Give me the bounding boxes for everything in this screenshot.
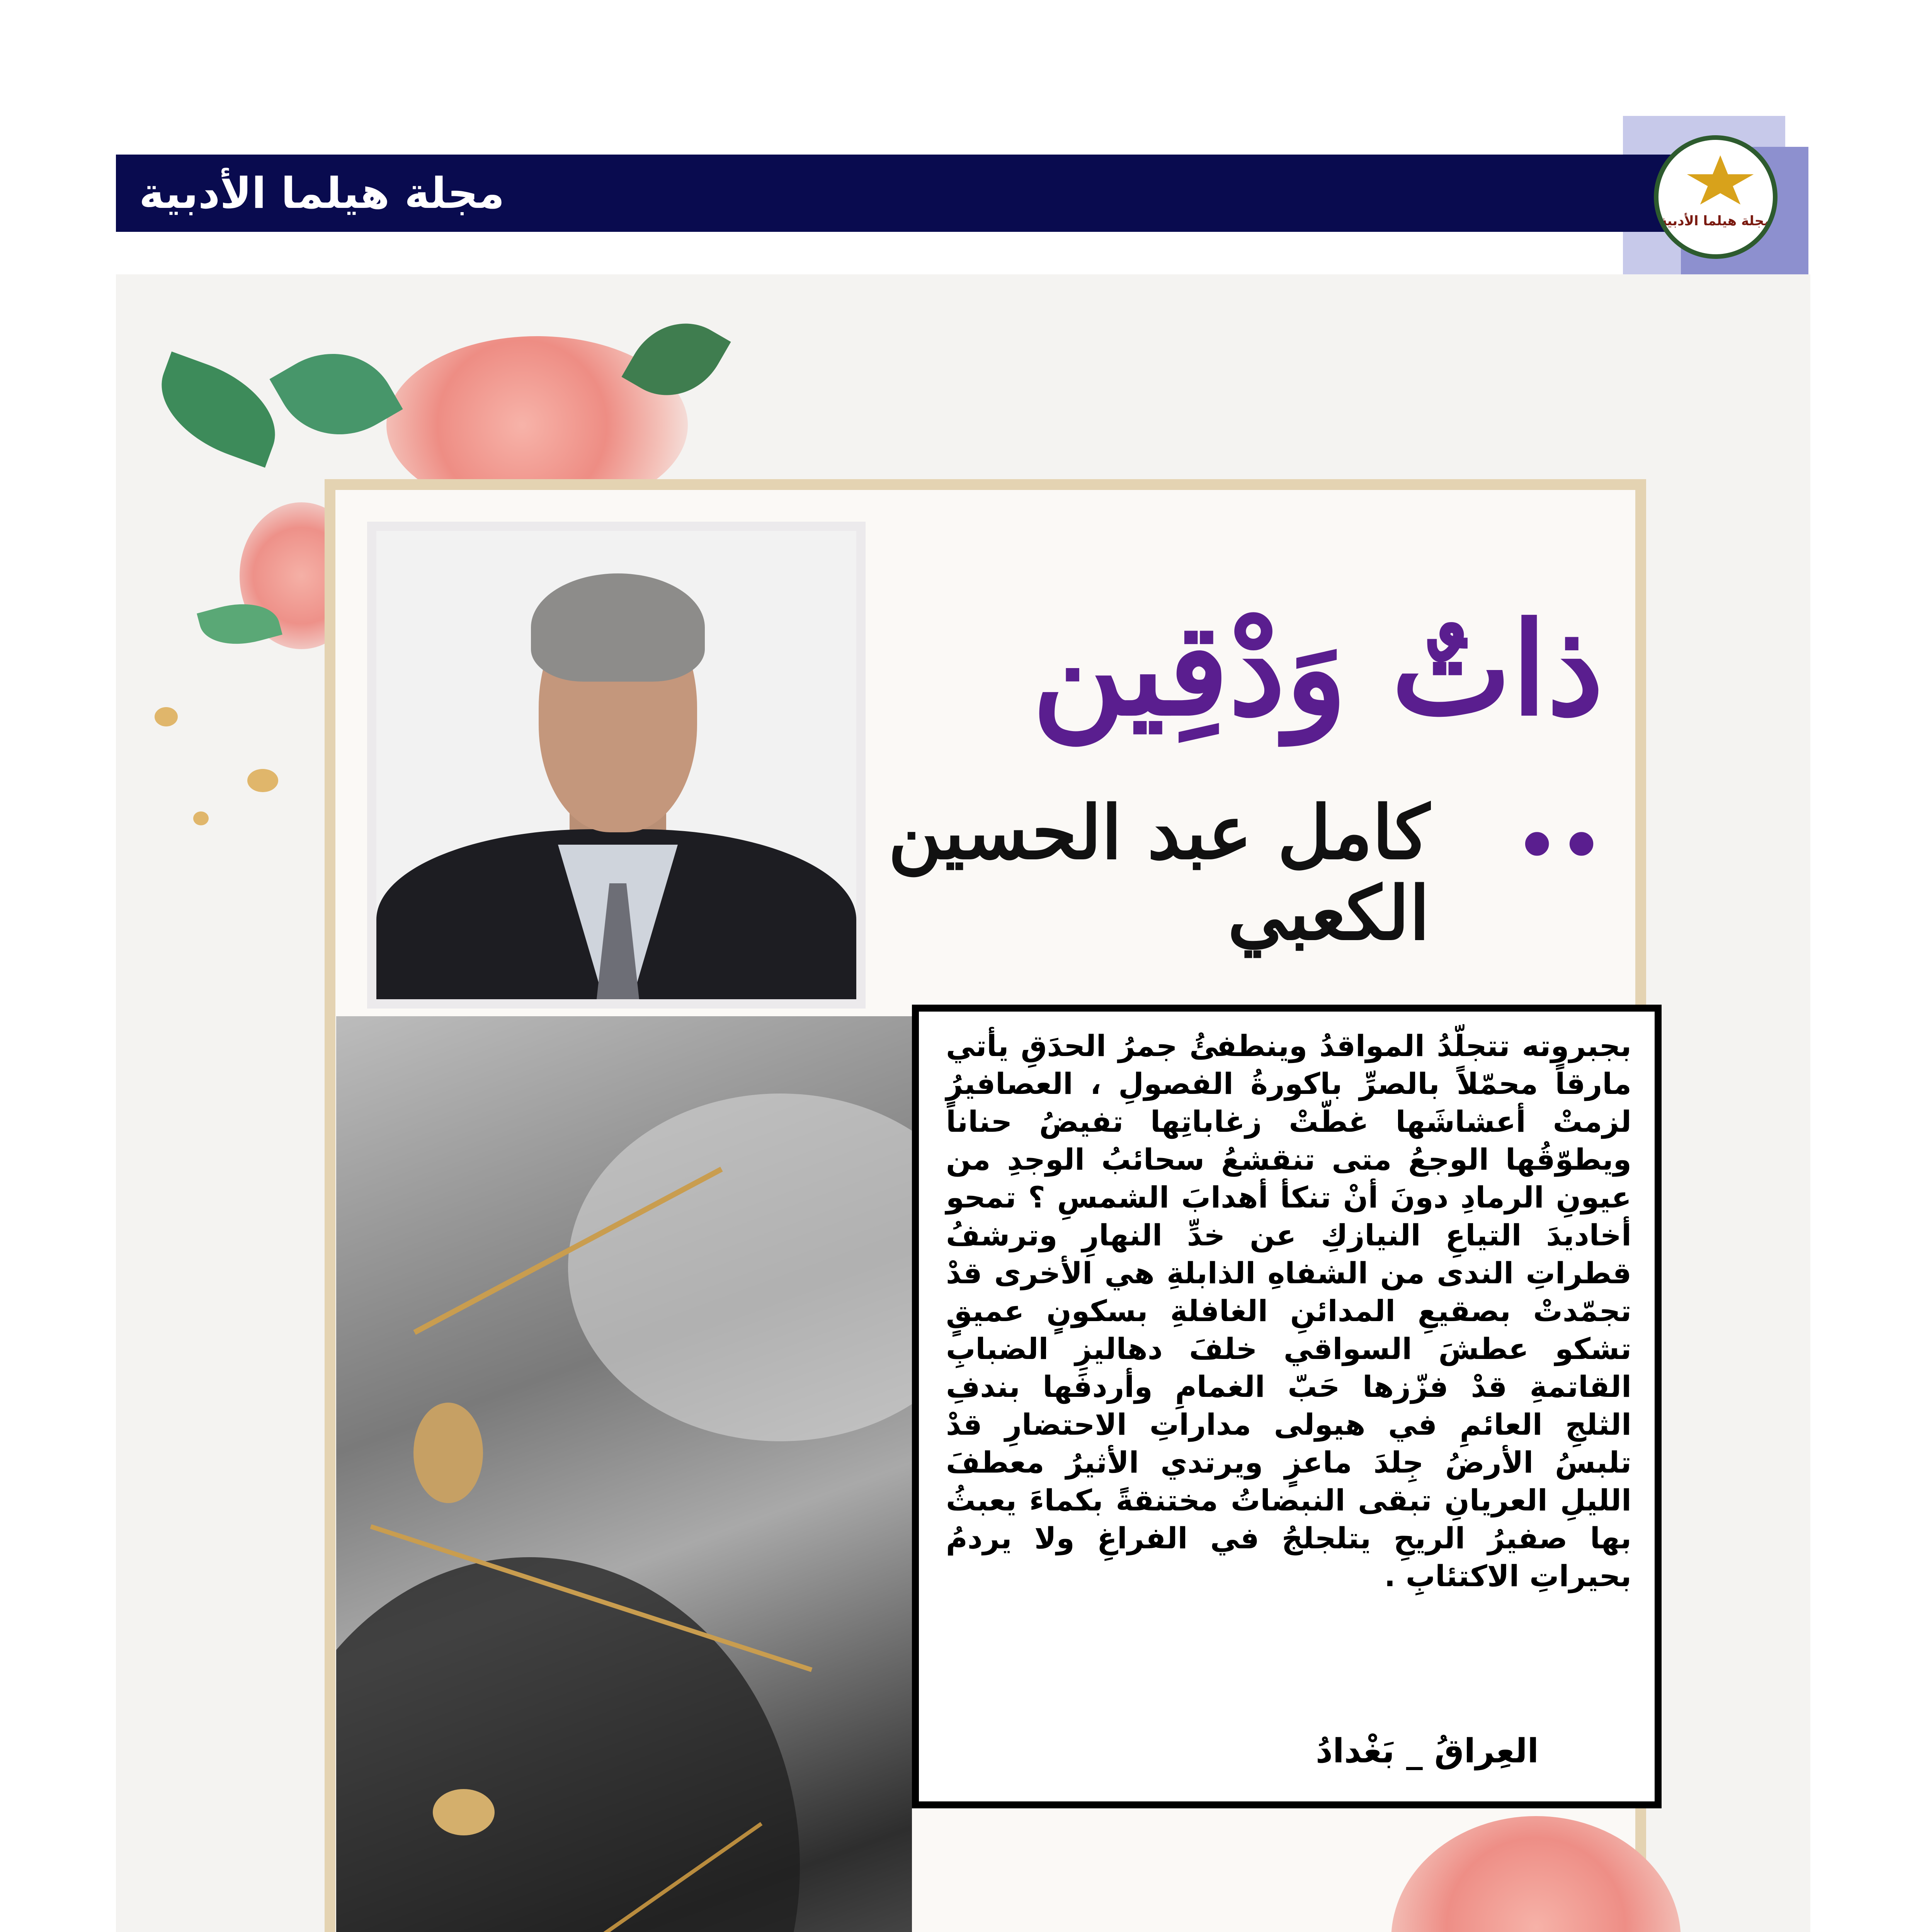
article-title: ذاتٌ وَدْقِين .. (1032, 594, 1604, 884)
marble-artwork (336, 1016, 912, 1932)
magazine-title: مجلة هيلما الأدبية (139, 168, 505, 218)
poem-box (912, 1005, 1662, 1808)
author-photo (367, 522, 866, 1009)
magazine-emblem-icon (1654, 135, 1778, 259)
gold-dot (193, 811, 209, 825)
emblem-text: مجلة هيلما الأدبية (1659, 213, 1772, 229)
author-name: كامل عبد الحسين الكعبي (888, 789, 1430, 956)
emblem-star-icon (1686, 155, 1755, 209)
gold-dot (155, 707, 178, 726)
signature-location: العِراقُ _ بَغْدادُ (1315, 1732, 1539, 1770)
gold-dot (247, 769, 278, 792)
poem-text: بجبروته تتجلّدُ المواقدُ وينطفئُ جمرُ الحدَقِ يأتي مارقاً محمّلاً بالصرِّ باكورةُ الفصولِ ، العصافيرُ لزمتْ أعشاشَها غطّتْ زغاباتِها تفيضُ حناناً ويطوّقُها الوجعُ متى تنقشعُ سحائبُ الوجدِ من عيونِ الرمادِ دونَ أنْ تنكأ أهدابَ الشمسِ ؟ تمحو أخاديدَ التياعِ النيازكِ عن خدِّ النهارِ وترشفُ قطراتِ الندى من الشفاهِ الذابلةِ هي الأخرى قدْ تجمّدتْ بصقيعِ المدائنِ الغافلةِ بسكونٍ عميقٍ تشكو عطشَ السواقي خلفَ دهاليزِ الضبابِ القاتمةِ قدْ فزّزها حَبّ الغمامِ وأردفَها بندفِ الثلجِ العائمِ في هيولى مداراتِ الاحتضارِ قدْ تلبسُ الأرضُ جِلدَ ماعزٍ ويرتدي الأثيرُ معطفَ الليلِ العريانِ تبقى النبضاتُ مختنقةً بكماءَ يعبثُ بها صفيرُ الريحِ يتلجلجُ في الفراغِ ولا يردمُ بحيراتِ الاكتئابِ . (946, 1029, 1631, 1593)
